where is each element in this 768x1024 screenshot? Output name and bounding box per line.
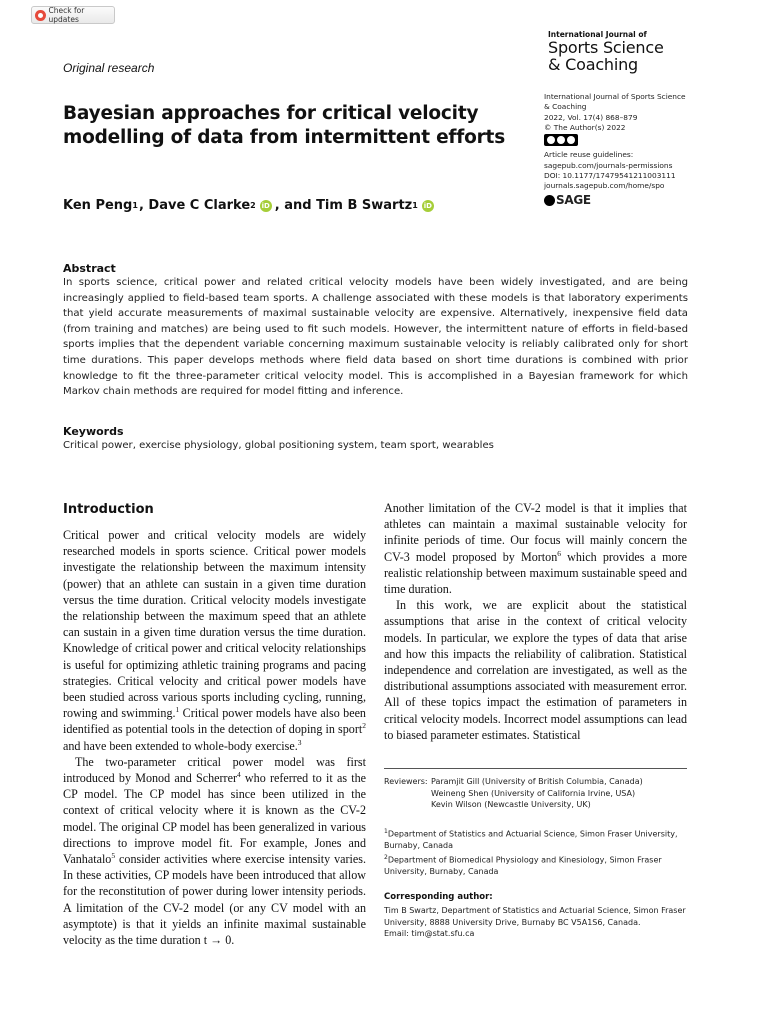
journal-logo-name-1: Sports Science xyxy=(548,38,664,57)
author-list xyxy=(63,198,437,213)
corresponding-author-address: Tim B Swartz, Department of Statistics and Actuarial Science, Simon Fraser University, 8888 University Drive, Burnaby BC V5A1S6, Canada. xyxy=(384,906,686,927)
meta-doi[interactable]: DOI: 10.1177/17479541211003111 xyxy=(544,171,676,181)
corresponding-author-email[interactable]: Email: tim@stat.sfu.ca xyxy=(384,929,475,938)
abstract-heading: Abstract xyxy=(63,262,116,275)
meta-journal-2: & Coaching xyxy=(544,102,587,112)
check-for-updates-label: Check for updates xyxy=(48,6,85,24)
article-type: Original research xyxy=(63,61,155,75)
crossmark-icon xyxy=(35,10,46,21)
introduction-heading: Introduction xyxy=(63,502,154,517)
author-separator: , xyxy=(138,198,149,213)
journal-logo-prefix: International Journal of xyxy=(548,30,647,39)
creative-commons-icon xyxy=(544,134,578,146)
meta-reuse-link[interactable]: sagepub.com/journals-permissions xyxy=(544,160,673,170)
affiliation-2: $^2$Department of Biomedical Physiology and Kinesiology, Simon Fraser University, Burnaby, Canada xyxy=(384,853,662,876)
author-affiliation-number: 1 xyxy=(132,201,138,210)
author-name: Ken Peng xyxy=(63,198,133,213)
intro-paragraph-2: The two-parameter critical power model was first introduced by Monod and Scherrer$^4$ who referred to it as the CP model. The CP model has since been utilized in the context of critical velocity where it is known as the CV-2 model. The original CP model has been generalized in various directions to improve model fit. For example, Jones and Vanhatalo$^5$ consider activities where exercise intensity varies. In these activities, CP models have been introduced that allow for the reconstitution of power during lower intensity periods. A limitation of the CV-2 model (or any CV model with an asymptote) is that it yields an infinite maximal sustainable velocity as the time duration t → 0. xyxy=(63,754,366,948)
keywords-text: Critical power, exercise physiology, global positioning system, team sport, wearables xyxy=(63,440,494,451)
author-affiliation-number: 1 xyxy=(412,201,418,210)
corresponding-author-block xyxy=(384,905,694,940)
corresponding-author-heading: Corresponding author: xyxy=(384,892,493,902)
author-separator: , and xyxy=(274,198,317,213)
reviewers-label: Reviewers: xyxy=(384,777,428,786)
affiliations-block xyxy=(384,826,692,877)
citation-ref[interactable]: 6 xyxy=(557,548,562,558)
reviewers-block xyxy=(384,776,694,811)
reviewer-item: Kevin Wilson (Newcastle University, UK) xyxy=(431,800,591,809)
keywords-heading: Keywords xyxy=(63,425,124,438)
meta-journal-1: International Journal of Sports Science xyxy=(544,92,686,101)
meta-homepage-link[interactable]: journals.sagepub.com/home/spo xyxy=(544,181,665,191)
left-column xyxy=(63,527,366,948)
citation-ref[interactable]: 5 xyxy=(111,851,116,861)
sage-logo-icon xyxy=(544,195,555,206)
right-column xyxy=(384,500,687,743)
footnote-divider xyxy=(384,768,687,769)
orcid-icon[interactable]: iD xyxy=(423,201,432,210)
journal-logo-name-2: & Coaching xyxy=(548,55,639,74)
check-for-updates-badge[interactable] xyxy=(31,6,115,24)
citation-ref[interactable]: 2 xyxy=(362,721,366,731)
meta-reuse-label: Article reuse guidelines: xyxy=(544,150,634,160)
author-name: Dave C Clarke xyxy=(148,198,251,213)
citation-ref[interactable]: 3 xyxy=(297,737,302,747)
affiliation-1: $^1$Department of Statistics and Actuarial Science, Simon Fraser University, Burnaby, Canada xyxy=(384,828,678,851)
author-affiliation-number: 2 xyxy=(250,201,256,210)
intro-paragraph-4: In this work, we are explicit about the statistical assumptions that arise in the context of critical velocity models. In particular, we explore the types of data that arise and how this impacts the reliability of calibration. Statistical independence and correlation are investigated, as well as the distributional assumptions associated with measurement error. All of these topics impact the estimation of parameters in critical velocity models. Incorrect model assumptions can lead to biased parameter estimates. Statistical xyxy=(384,598,687,742)
intro-paragraph-3: Another limitation of the CV-2 model is that it implies that athletes can maintain a maximal sustainable velocity for infinite periods of time. Our focus will mainly concern the CV-3 model proposed by Morton$^6$ which provides a more realistic relationship between maximum sustainable speed and time duration. xyxy=(384,501,687,597)
journal-logo xyxy=(548,30,698,73)
intro-paragraph-1: Critical power and critical velocity models are widely researched models in sports science. Critical power models investigate the relationship between the maximum intensity (power) that an athlete can sustain in a given time duration versus the time duration. Critical velocity models investigate the relationship between the maximum speed that an athlete can sustain in a given time duration versus the time duration. Knowledge of critical power and critical velocity relationships is useful for optimizing athletic training programs and pacing strategies. Critical velocity and critical power models have been studied across various sports including cycling, running, rowing and swimming.$^1$ Critical power models have also been identified as potential tools in the detection of doping in sport$^2$ and have been extended to whole-body exercise.$^3$ xyxy=(63,528,366,753)
paper-title: Bayesian approaches for critical velocity modelling of data from intermittent efforts xyxy=(63,103,506,148)
publisher-name: SAGE xyxy=(556,193,591,208)
orcid-icon[interactable]: iD xyxy=(261,201,270,210)
citation-ref[interactable]: 1 xyxy=(175,705,180,715)
journal-meta xyxy=(544,92,714,206)
reviewer-item: Weineng Shen (University of California Irvine, USA) xyxy=(431,788,636,798)
publisher-logo xyxy=(544,195,714,206)
citation-ref[interactable]: 4 xyxy=(236,770,241,780)
reviewer-item: Paramjit Gill (University of British Columbia, Canada) xyxy=(431,777,643,786)
meta-volume: 2022, Vol. 17(4) 868–879 xyxy=(544,112,638,122)
author-name: Tim B Swartz xyxy=(316,198,413,213)
meta-copyright: © The Author(s) 2022 xyxy=(544,122,626,132)
abstract-text: In sports science, critical power and related critical velocity models have been widely investigated, and are being increasingly applied to field-based team sports. A challenge associated with these models is that laboratory experiments that yield accurate measurements of maximal sustainable velocity are expensive. Alternatively, inexpensive field data (from training and matches) are being used to fit such models. However, the intermittent nature of efforts in field-based sports implies that the dependent variable concerning maximum sustainable velocity is reliably calibrated only for short time durations. This paper develops methods where field data based on short time durations is combined with prior knowledge to fit the three-parameter critical velocity model. This is accomplished in a Bayesian framework for which Markov chain methods are required for model fitting and inference. xyxy=(63,277,688,398)
